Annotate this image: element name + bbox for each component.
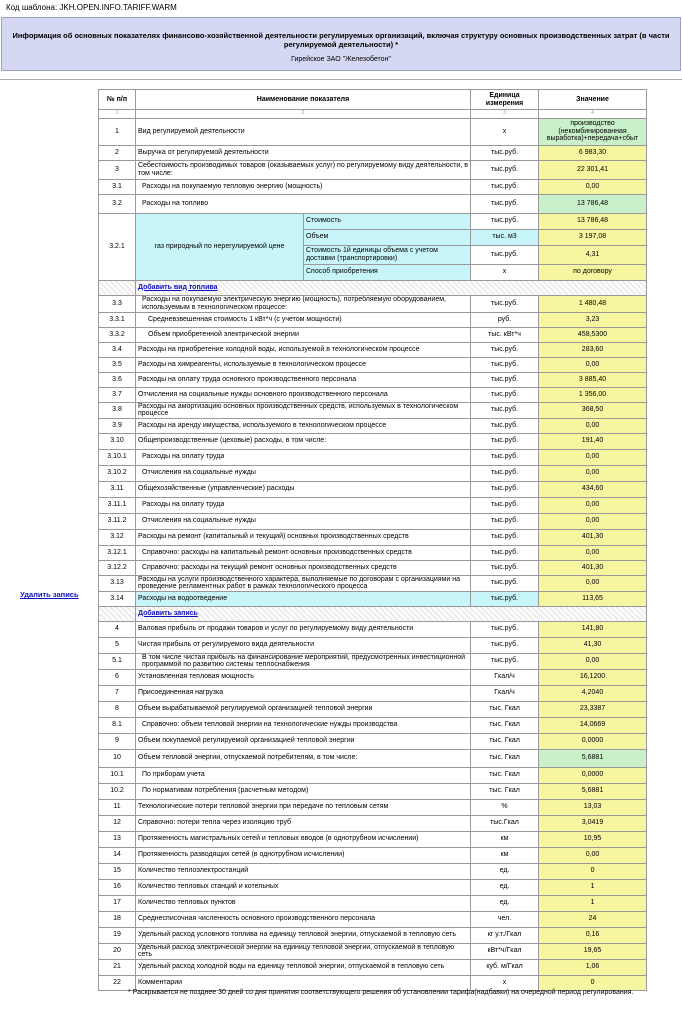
- row-name: Средневзвешенная стоимость 1 кВт*ч (с учетом мощности): [136, 312, 471, 327]
- table-row: [99, 959, 647, 975]
- row-name: Протяженность разводящих сетей (в однотрубном исчислении): [136, 847, 471, 863]
- row-number: 19: [99, 927, 136, 943]
- row-name: Объем тепловой энергии, отпускаемой потребителям, в том числе:: [136, 749, 471, 767]
- row-unit: ед.: [471, 863, 539, 879]
- table-row: [99, 637, 647, 653]
- row-number: 2: [99, 145, 136, 160]
- divider: [0, 79, 682, 80]
- row-value[interactable]: 10,95: [539, 831, 647, 847]
- row-name: Общехозяйственные (управленческие) расходы: [136, 481, 471, 497]
- table-row: [99, 465, 647, 481]
- row-name: Себестоимость производимых товаров (оказываемых услуг) по регулируемому виду деятельности, в том числе:: [136, 160, 471, 179]
- table-row: [99, 831, 647, 847]
- table-body: [99, 118, 647, 990]
- row-unit: руб.: [471, 312, 539, 327]
- row-value[interactable]: 6 983,30: [539, 145, 647, 160]
- row-value[interactable]: 16,1200: [539, 669, 647, 685]
- row-unit: Гкал/ч: [471, 685, 539, 701]
- row-name: Расходы на приобретение холодной воды, используемой в технологическом процессе: [136, 342, 471, 357]
- row-number: 3.11: [99, 481, 136, 497]
- row-number: 3.12.2: [99, 560, 136, 575]
- table-row: [99, 295, 647, 312]
- row-value[interactable]: 3,0419: [539, 815, 647, 831]
- row-name: Отчисления на социальные нужды: [136, 513, 471, 529]
- row-unit: тыс.руб.: [471, 145, 539, 160]
- row-number: 10.2: [99, 783, 136, 799]
- row-unit: тыс.руб.: [471, 465, 539, 481]
- row-number: 3.5: [99, 357, 136, 372]
- row-value[interactable]: 13 786,48: [539, 194, 647, 213]
- row-number: 3.3: [99, 295, 136, 312]
- row-unit: тыс.руб.: [471, 433, 539, 449]
- row-unit: ед.: [471, 895, 539, 911]
- row-name: Справочно: потери тепла через изоляцию труб: [136, 815, 471, 831]
- row-unit: тыс.руб.: [471, 591, 539, 606]
- table-row: [99, 529, 647, 545]
- row-name: В том числе чистая прибыль на финансирование мероприятий, предусмотренных инвестиционной программой по развитию системы теплоснабжения: [136, 653, 471, 669]
- row-unit: тыс.руб.: [471, 402, 539, 418]
- row-value[interactable]: 401,30: [539, 529, 647, 545]
- table-row: [99, 545, 647, 560]
- row-name: Расходы на оплату труда: [136, 497, 471, 513]
- table-row: [99, 927, 647, 943]
- table-row: [99, 911, 647, 927]
- row-number: 7: [99, 685, 136, 701]
- row-value[interactable]: 0,00: [539, 847, 647, 863]
- table-row: [99, 783, 647, 799]
- table-row: [99, 749, 647, 767]
- row-name: Протяженность магистральных сетей и тепловых вводов (в однотрубном исчислении): [136, 831, 471, 847]
- table-row: [99, 879, 647, 895]
- row-name: Отчисления на социальные нужды: [136, 465, 471, 481]
- row-name: Удельный расход холодной воды на единицу тепловой энергии, отпускаемой в тепловую сеть: [136, 959, 471, 975]
- table-row: [99, 815, 647, 831]
- row-number: 10: [99, 749, 136, 767]
- row-name: Расходы на амортизацию основных производственных средств, используемых в технологическом процессе: [136, 402, 471, 418]
- row-number: 11: [99, 799, 136, 815]
- row-number: 9: [99, 733, 136, 749]
- row-unit: тыс.руб.: [471, 372, 539, 387]
- row-name: Расходы на услуги производственного характера, выполняемые по договорам с организациями на проведение регламентных работ в рамках технологического процесса: [136, 575, 471, 591]
- row-name: По приборам учета: [136, 767, 471, 783]
- row-value[interactable]: 0,00: [539, 545, 647, 560]
- row-name: Технологические потери тепловой энергии при передаче по тепловым сетям: [136, 799, 471, 815]
- table-row: [99, 497, 647, 513]
- row-name: Расходы на топливо: [136, 194, 471, 213]
- row-number: 10.1: [99, 767, 136, 783]
- table-row: [99, 327, 647, 342]
- footnote: * Раскрывается не позднее 30 дней со дня принятия соответствующего решения об установлении тарифа(надбавки) на очередной период регулирования.: [128, 989, 634, 996]
- row-name: Вид регулируемой деятельности: [136, 118, 471, 145]
- row-name: По нормативам потребления (расчетным методом): [136, 783, 471, 799]
- row-unit: тыс.руб.: [471, 621, 539, 637]
- table-row: [99, 799, 647, 815]
- row-value[interactable]: 5,6881: [539, 783, 647, 799]
- row-number: 3.2: [99, 194, 136, 213]
- row-name: Объем вырабатываемой регулируемой организацией тепловой энергии: [136, 701, 471, 717]
- col-index: 2: [136, 110, 471, 119]
- row-number: 16: [99, 879, 136, 895]
- row-number: 22: [99, 975, 136, 990]
- row-unit: тыс. Гкал: [471, 767, 539, 783]
- table-row: [99, 560, 647, 575]
- table-row: [99, 118, 647, 145]
- row-number: 3.12.1: [99, 545, 136, 560]
- row-value[interactable]: 0,00: [539, 179, 647, 194]
- indicators-table: [98, 89, 647, 991]
- row-unit: тыс.руб.: [471, 213, 539, 229]
- row-name: Количество тепловых пунктов: [136, 895, 471, 911]
- row-value[interactable]: 1: [539, 895, 647, 911]
- row-number: 3.11.1: [99, 497, 136, 513]
- row-name: Выручка от регулируемой деятельности: [136, 145, 471, 160]
- template-code: Код шаблона: JKH.OPEN.INFO.TARIFF.WARM: [6, 3, 177, 12]
- row-unit: тыс. Гкал: [471, 733, 539, 749]
- row-value[interactable]: 4,31: [539, 245, 647, 264]
- row-unit: чел.: [471, 911, 539, 927]
- row-unit: x: [471, 118, 539, 145]
- row-number: 3.1: [99, 179, 136, 194]
- row-name: Объем приобретенной электрической энергии: [136, 327, 471, 342]
- table-row: [99, 433, 647, 449]
- organization-name: Гирейское ЗАО "Железобетон": [291, 56, 391, 63]
- col-index: 4: [539, 110, 647, 119]
- row-unit: кВт*ч/Гкал: [471, 943, 539, 959]
- row-value[interactable]: 283,60: [539, 342, 647, 357]
- table-row: [99, 975, 647, 990]
- row-value[interactable]: 0,00: [539, 497, 647, 513]
- row-value[interactable]: 14,0669: [539, 717, 647, 733]
- row-value[interactable]: 3,23: [539, 312, 647, 327]
- gas-param-name: Стоимость 1й единицы объема с учетом доставки (транспортировки): [304, 245, 471, 264]
- row-value[interactable]: 41,30: [539, 637, 647, 653]
- row-value[interactable]: 0,0000: [539, 733, 647, 749]
- row-number: 3.4: [99, 342, 136, 357]
- add-row-spacer: [99, 280, 136, 295]
- row-value[interactable]: 13 786,48: [539, 213, 647, 229]
- row-value[interactable]: 0,16: [539, 927, 647, 943]
- row-name: Установленная тепловая мощность: [136, 669, 471, 685]
- row-name: Справочно: расходы на текущий ремонт основных производственных средств: [136, 560, 471, 575]
- table-row: [99, 895, 647, 911]
- col-value-header: Значение: [539, 90, 647, 110]
- add-row-cell: [136, 606, 647, 621]
- row-name: Расходы на оплату труда: [136, 449, 471, 465]
- row-number: 3.11.2: [99, 513, 136, 529]
- row-unit: куб. м/Гкал: [471, 959, 539, 975]
- table-row: [99, 669, 647, 685]
- row-number: 21: [99, 959, 136, 975]
- row-unit: тыс.руб.: [471, 529, 539, 545]
- row-unit: тыс.руб.: [471, 418, 539, 433]
- row-value[interactable]: 1 356,00: [539, 387, 647, 402]
- row-unit: тыс.руб.: [471, 497, 539, 513]
- row-value[interactable]: 141,80: [539, 621, 647, 637]
- row-unit: тыс.руб.: [471, 179, 539, 194]
- row-value[interactable]: 0,0000: [539, 767, 647, 783]
- table-row: [99, 863, 647, 879]
- row-value[interactable]: 113,65: [539, 591, 647, 606]
- report-header: [1, 17, 681, 71]
- row-name: Среднесписочная численность основного производственного персонала: [136, 911, 471, 927]
- row-name: Удельный расход электрической энергии на единицу тепловой энергии, отпускаемой в тепловую сеть: [136, 943, 471, 959]
- col-num-header: № п/п: [99, 90, 136, 110]
- row-number: 5.1: [99, 653, 136, 669]
- row-number: 1: [99, 118, 136, 145]
- table-row: [99, 160, 647, 179]
- row-number: 3.3.2: [99, 327, 136, 342]
- row-name: Общепроизводственные (цеховые) расходы, в том числе:: [136, 433, 471, 449]
- row-unit: тыс. Гкал: [471, 701, 539, 717]
- row-value[interactable]: 22 301,41: [539, 160, 647, 179]
- row-number: 3.14: [99, 591, 136, 606]
- row-name: Справочно: расходы на капитальный ремонт основных производственных средств: [136, 545, 471, 560]
- row-value[interactable]: 3 197,08: [539, 229, 647, 245]
- row-unit: Гкал/ч: [471, 669, 539, 685]
- row-value[interactable]: 0,00: [539, 465, 647, 481]
- row-value[interactable]: 24: [539, 911, 647, 927]
- col-name-header: Наименование показателя: [136, 90, 471, 110]
- row-value[interactable]: 0,00: [539, 357, 647, 372]
- row-value[interactable]: 1: [539, 879, 647, 895]
- col-index: 1: [99, 110, 136, 119]
- row-value[interactable]: 0: [539, 863, 647, 879]
- row-unit: тыс.руб.: [471, 481, 539, 497]
- row-name: Расходы на покупаемую тепловую энергию (мощность): [136, 179, 471, 194]
- row-name: Количество теплоэлектростанций: [136, 863, 471, 879]
- report-title: Информация об основных показателях финансово-хозяйственной деятельности регулируемых организаций, включая структуру основных производственных затрат (в части регулируемой деятельности) *: [12, 31, 670, 49]
- row-value[interactable]: 23,3387: [539, 701, 647, 717]
- row-number: 3: [99, 160, 136, 179]
- row-number: 3.7: [99, 387, 136, 402]
- table-row: [99, 145, 647, 160]
- row-name: Справочно: объем тепловой энергии на технологические нужды производства: [136, 717, 471, 733]
- row-name: Расходы на химреагенты, используемые в технологическом процессе: [136, 357, 471, 372]
- row-number: 20: [99, 943, 136, 959]
- row-unit: тыс.руб.: [471, 513, 539, 529]
- table-row: [99, 847, 647, 863]
- row-value[interactable]: 5,6881: [539, 749, 647, 767]
- row-unit: кг у.т./Гкал: [471, 927, 539, 943]
- gas-param-name: Способ приобретения: [304, 264, 471, 280]
- row-unit: x: [471, 264, 539, 280]
- row-unit: тыс.руб.: [471, 295, 539, 312]
- row-name: Комментарии: [136, 975, 471, 990]
- add-row: [99, 280, 647, 295]
- row-value[interactable]: 13,03: [539, 799, 647, 815]
- row-value[interactable]: 0,00: [539, 513, 647, 529]
- row-value[interactable]: 0,00: [539, 653, 647, 669]
- table-row: [99, 372, 647, 387]
- table-row: [99, 418, 647, 433]
- row-unit: тыс.руб.: [471, 245, 539, 264]
- row-unit: тыс.руб.: [471, 357, 539, 372]
- add-row-cell: [136, 280, 647, 295]
- table-row: [99, 342, 647, 357]
- add-record-link[interactable]: Добавить запись: [138, 609, 198, 617]
- row-unit: тыс.руб.: [471, 575, 539, 591]
- row-unit: тыс.руб.: [471, 387, 539, 402]
- row-value[interactable]: 0,00: [539, 418, 647, 433]
- row-number: 6: [99, 669, 136, 685]
- row-unit: x: [471, 975, 539, 990]
- row-value[interactable]: 19,65: [539, 943, 647, 959]
- add-fuel-link[interactable]: Добавить вид топлива: [138, 283, 218, 291]
- table-row: [99, 449, 647, 465]
- table-row: [99, 717, 647, 733]
- table-row: [99, 402, 647, 418]
- table-row: [99, 943, 647, 959]
- row-value[interactable]: 458,5300: [539, 327, 647, 342]
- row-unit: км: [471, 847, 539, 863]
- table-row: [99, 481, 647, 497]
- row-unit: тыс.Гкал: [471, 815, 539, 831]
- row-number: 8.1: [99, 717, 136, 733]
- table-row: [99, 653, 647, 669]
- row-unit: тыс.руб.: [471, 194, 539, 213]
- row-number: 3.13: [99, 575, 136, 591]
- table-header: [99, 90, 647, 110]
- row-unit: км: [471, 831, 539, 847]
- row-name: Валовая прибыль от продажи товаров и услуг по регулируемому виду деятельности: [136, 621, 471, 637]
- row-unit: тыс.руб.: [471, 160, 539, 179]
- row-unit: %: [471, 799, 539, 815]
- row-unit: тыс.руб.: [471, 342, 539, 357]
- row-name: Чистая прибыль от регулируемого вида деятельности: [136, 637, 471, 653]
- gas-type-name: газ природный по нерегулируемой цене: [136, 213, 304, 280]
- table-row: [99, 194, 647, 213]
- table-row: [99, 387, 647, 402]
- row-name: Расходы на ремонт (капитальный и текущий) основных производственных средств: [136, 529, 471, 545]
- add-row-spacer: [99, 606, 136, 621]
- row-unit: ед.: [471, 879, 539, 895]
- row-number: 3.2.1: [99, 213, 136, 280]
- table-row: [99, 513, 647, 529]
- row-value[interactable]: 1,06: [539, 959, 647, 975]
- row-name: Расходы на водоотведение: [136, 591, 471, 606]
- table-row: [99, 733, 647, 749]
- add-row: [99, 606, 647, 621]
- row-value[interactable]: 0: [539, 975, 647, 990]
- gas-param-name: Стоимость: [304, 213, 471, 229]
- row-number: 4: [99, 621, 136, 637]
- row-name: Удельный расход условного топлива на единицу тепловой энергии, отпускаемой в тепловую сеть: [136, 927, 471, 943]
- table-row: [99, 312, 647, 327]
- row-number: 3.10.1: [99, 449, 136, 465]
- row-unit: тыс.руб.: [471, 653, 539, 669]
- row-name: Расходы на аренду имущества, используемого в технологическом процессе: [136, 418, 471, 433]
- row-number: 3.3.1: [99, 312, 136, 327]
- row-number: 3.12: [99, 529, 136, 545]
- row-value[interactable]: 191,40: [539, 433, 647, 449]
- delete-record-link[interactable]: Удалить запись: [20, 590, 79, 599]
- row-value[interactable]: 3 885,40: [539, 372, 647, 387]
- row-value[interactable]: 1 480,48: [539, 295, 647, 312]
- col-unit-header: Единица измерения: [471, 90, 539, 110]
- row-unit: тыс.руб.: [471, 637, 539, 653]
- row-unit: тыс. Гкал: [471, 717, 539, 733]
- row-unit: тыс. Гкал: [471, 749, 539, 767]
- row-name: Расходы на покупаемую электрическую энергию (мощность), потребляемую оборудованием, используемым в технологическом процессе:: [136, 295, 471, 312]
- row-number: 17: [99, 895, 136, 911]
- row-number: 12: [99, 815, 136, 831]
- row-value[interactable]: 368,50: [539, 402, 647, 418]
- row-value[interactable]: по договору: [539, 264, 647, 280]
- row-value[interactable]: 434,60: [539, 481, 647, 497]
- row-number: 3.10.2: [99, 465, 136, 481]
- row-name: Расходы на оплату труда основного производственного персонала: [136, 372, 471, 387]
- row-number: 3.6: [99, 372, 136, 387]
- row-value[interactable]: 0,00: [539, 449, 647, 465]
- row-value[interactable]: производство (некомбинированная выработка)+передача+сбыт: [539, 118, 647, 145]
- row-unit: тыс.руб.: [471, 560, 539, 575]
- row-unit: тыс.руб.: [471, 545, 539, 560]
- row-number: 3.9: [99, 418, 136, 433]
- row-number: 8: [99, 701, 136, 717]
- table-row: [99, 179, 647, 194]
- row-name: Объем покупаемой регулируемой организацией тепловой энергии: [136, 733, 471, 749]
- row-unit: тыс. Гкал: [471, 783, 539, 799]
- table-row: [99, 621, 647, 637]
- row-number: 3.10: [99, 433, 136, 449]
- row-name: Количество тепловых станций и котельных: [136, 879, 471, 895]
- table-row: [99, 685, 647, 701]
- row-name: Присоединенная нагрузка: [136, 685, 471, 701]
- row-number: 5: [99, 637, 136, 653]
- row-name: Отчисления на социальные нужды основного производственного персонала: [136, 387, 471, 402]
- row-unit: тыс. кВт*ч: [471, 327, 539, 342]
- col-index: 3: [471, 110, 539, 119]
- row-number: 18: [99, 911, 136, 927]
- table-row: [99, 213, 647, 229]
- table-row: [99, 575, 647, 591]
- row-value[interactable]: 401,30: [539, 560, 647, 575]
- table-row: [99, 701, 647, 717]
- row-unit: тыс.руб.: [471, 449, 539, 465]
- table-row: [99, 591, 647, 606]
- row-number: 15: [99, 863, 136, 879]
- row-number: 14: [99, 847, 136, 863]
- gas-param-name: Объем: [304, 229, 471, 245]
- row-number: 3.8: [99, 402, 136, 418]
- table-row: [99, 357, 647, 372]
- column-index-row: [99, 110, 647, 119]
- table-row: [99, 767, 647, 783]
- row-value[interactable]: 4,2040: [539, 685, 647, 701]
- row-value[interactable]: 0,00: [539, 575, 647, 591]
- row-number: 13: [99, 831, 136, 847]
- row-unit: тыс. м3: [471, 229, 539, 245]
